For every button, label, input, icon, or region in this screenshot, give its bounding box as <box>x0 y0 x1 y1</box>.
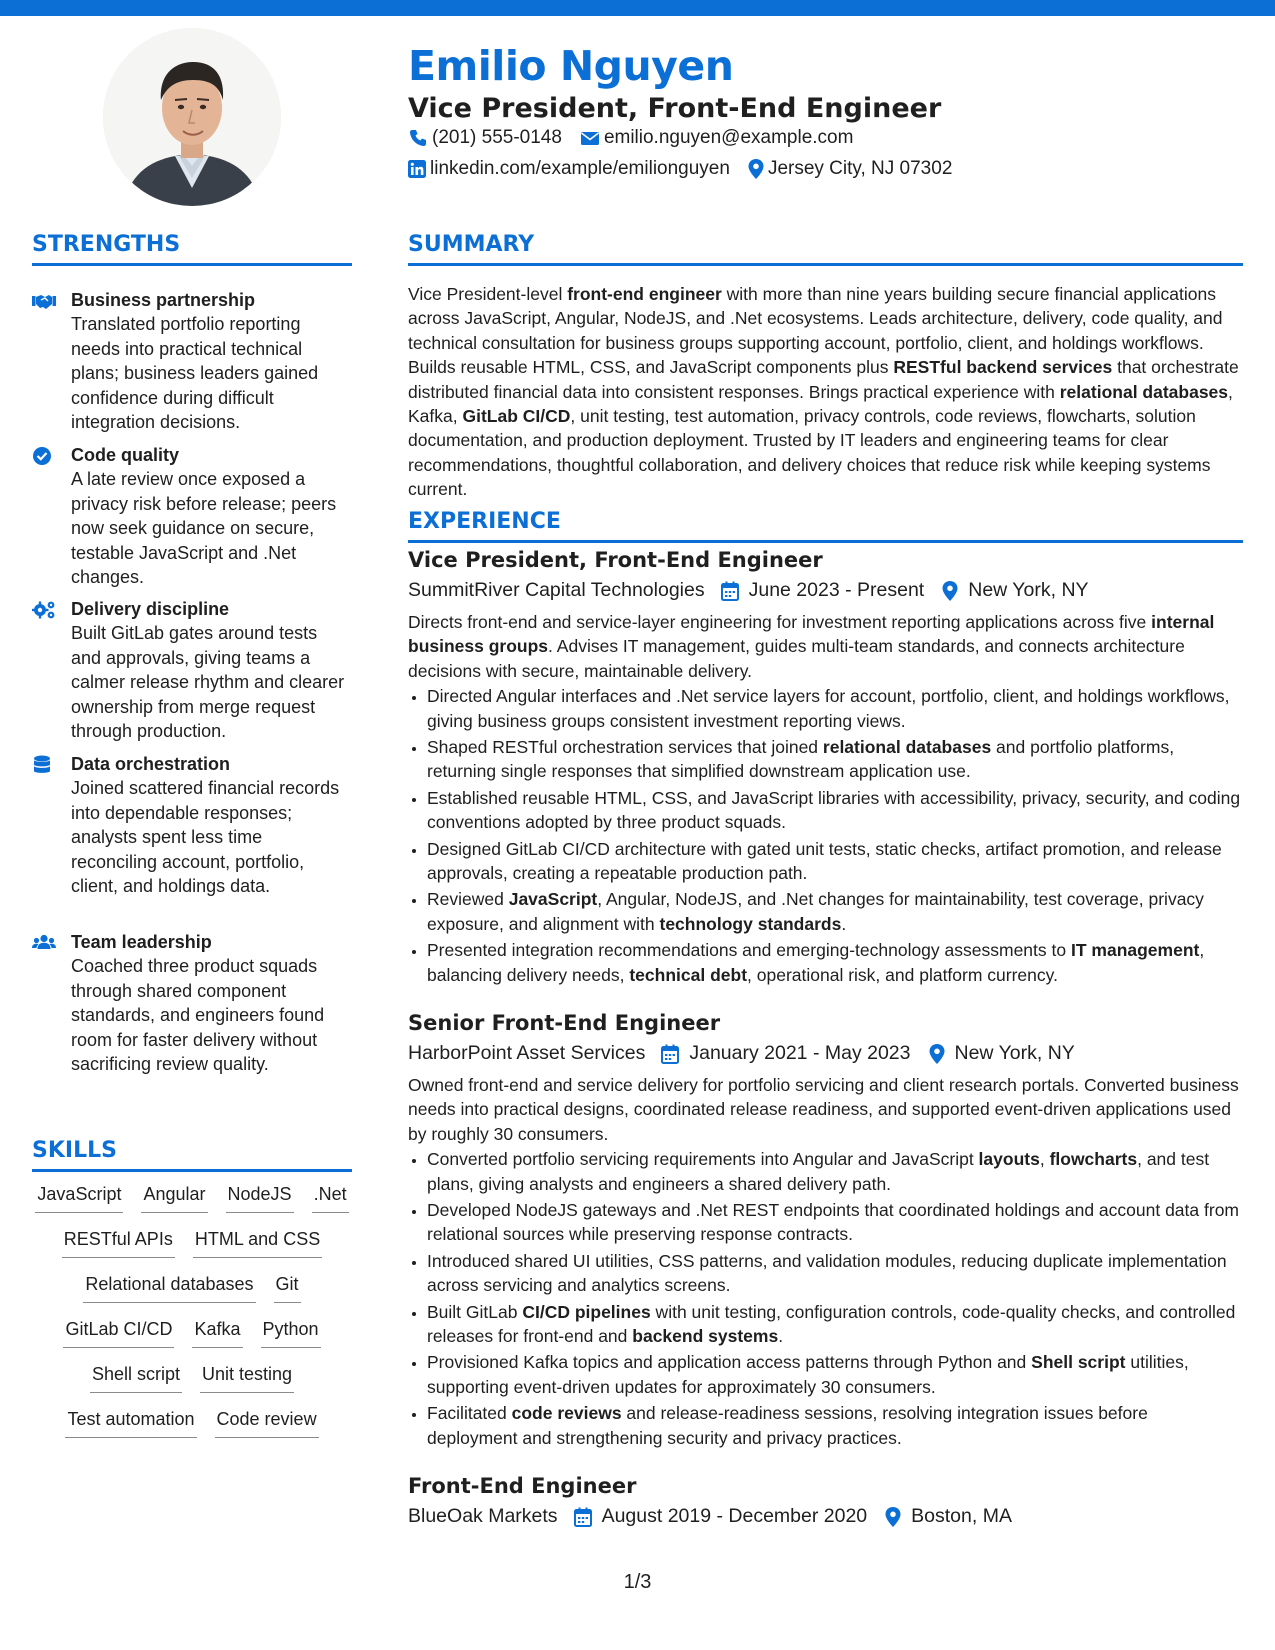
skills-heading: SKILLS <box>32 1138 352 1172</box>
emphasis-text: GitLab CI/CD <box>462 406 571 427</box>
text-run: Established reusable HTML, CSS, and JavaScript libraries with accessibility, privacy, security, and coding conventions adopted by three product squads. <box>427 787 1241 833</box>
users-icon <box>32 933 56 953</box>
email-item[interactable] <box>580 127 854 149</box>
skill-tag: JavaScript <box>35 1184 123 1213</box>
bullet-item <box>427 735 1243 784</box>
text-run: , Kafka, <box>408 381 1233 427</box>
skill-tag: Test automation <box>65 1409 196 1438</box>
bullet-item <box>427 1198 1243 1247</box>
job-title: Vice President, Front-End Engineer <box>408 548 823 572</box>
contact-row-1 <box>408 127 871 149</box>
map-pin-icon <box>929 1044 945 1064</box>
candidate-name: Emilio Nguyen <box>408 42 734 90</box>
text-run: Designed GitLab CI/CD architecture with gated unit tests, static checks, artifact promotion, and release approvals, creating a repeatable production path. <box>427 838 1222 884</box>
text-run: , Angular, NodeJS, and .Net changes for maintainability, test coverage, privacy exposure, and alignment with <box>427 889 1204 934</box>
text-run: . Advises IT management, guides multi-team standards, and connects architecture decisions with secure, maintainable delivery. <box>408 636 1185 681</box>
job-title: Front-End Engineer <box>408 1474 637 1498</box>
strength-description: Built GitLab gates around tests and approvals, giving teams a calmer release rhythm and clearer ownership from merge request through production. <box>71 623 345 741</box>
text-run: Converted portfolio servicing requirements into Angular and JavaScript <box>427 1149 979 1170</box>
summary-heading: SUMMARY <box>408 232 1243 266</box>
skill-tag: .Net <box>312 1184 349 1213</box>
bullet-item <box>427 1147 1243 1196</box>
top-accent-bar <box>0 0 1275 16</box>
skill-tag: Kafka <box>192 1319 242 1348</box>
job-bullets <box>408 1147 1243 1450</box>
job-description <box>408 1073 1243 1146</box>
emphasis-text: Shell script <box>1031 1352 1126 1373</box>
strength-description: Joined scattered financial records into dependable responses; analysts spent less time reconciling account, portfolio, client, and holdings data. <box>71 778 340 896</box>
emphasis-text: internal business groups <box>408 612 1215 657</box>
map-pin-icon <box>885 1507 901 1527</box>
text-run: with unit testing, configuration controls, code-quality checks, and controlled releases for front-end and <box>427 1301 1236 1347</box>
strength-title: Delivery discipline <box>71 599 230 619</box>
skill-tag: GitLab CI/CD <box>63 1319 174 1348</box>
text-run: Reviewed <box>427 889 509 910</box>
bullet-item <box>427 887 1243 936</box>
job-entry <box>408 548 1243 989</box>
skills-list <box>32 1184 352 1454</box>
skill-tag: Git <box>274 1274 301 1303</box>
emphasis-text: technology standards <box>659 913 842 934</box>
job-title: Senior Front-End Engineer <box>408 1011 721 1035</box>
page-number: 1/3 <box>623 1571 652 1593</box>
job-dates: August 2019 - December 2020 <box>601 1505 868 1527</box>
text-run: Introduced shared UI utilities, CSS patterns, and validation modules, reducing duplicate implementation across servicing and analytics screens. <box>427 1250 1227 1296</box>
skill-row <box>32 1229 352 1274</box>
strengths-heading: STRENGTHS <box>32 232 352 266</box>
text-run: . <box>778 1326 784 1347</box>
contact-row-2 <box>408 158 970 180</box>
strength-title: Data orchestration <box>71 754 231 774</box>
skill-tag: Unit testing <box>200 1364 294 1393</box>
text-run: utilities, supporting event-driven updates for approximately 30 consumers. <box>427 1352 1189 1397</box>
skill-tag: RESTful APIs <box>62 1229 175 1258</box>
skill-tag: Shell script <box>90 1364 182 1393</box>
job-dates: June 2023 - Present <box>748 579 925 601</box>
job-bullets <box>408 684 1243 987</box>
text-run: with more than nine years building secure financial applications across JavaScript, Angular, NodeJS, and .Net ecosystems. Leads architecture, delivery, code quality, and technical consultation for business groups supporting account, portfolio, client, and holdings workflows. Builds reusable HTML, CSS, and JavaScript components plus <box>408 284 1223 378</box>
skill-tag: Relational databases <box>83 1274 255 1303</box>
linkedin-icon <box>408 160 426 178</box>
emphasis-text: technical debt <box>629 964 748 985</box>
strength-item <box>32 288 352 435</box>
text-run: , and test plans, giving analysts and engineers a shared delivery path. <box>427 1149 1210 1194</box>
company-name: SummitRiver Capital Technologies <box>408 579 705 601</box>
strength-item <box>32 597 352 744</box>
strength-title: Business partnership <box>71 290 256 310</box>
text-run: Provisioned Kafka topics and application access patterns through Python and <box>427 1352 1032 1373</box>
text-run: Directs front-end and service-layer engineering for investment reporting applications across five <box>408 612 1152 632</box>
text-run: Developed NodeJS gateways and .Net REST endpoints that coordinated holdings and account data from relational sources while preserving response contracts. <box>427 1200 1239 1245</box>
experience-heading: EXPERIENCE <box>408 509 1243 543</box>
text-run: , operational risk, and platform currency. <box>747 964 1058 985</box>
calendar-icon <box>574 1507 592 1527</box>
linkedin-text: linkedin.com/example/emilionguyen <box>430 158 730 179</box>
bullet-item <box>427 1249 1243 1298</box>
strength-item <box>32 443 352 590</box>
strength-title: Team leadership <box>71 932 212 952</box>
database-icon <box>32 755 56 775</box>
phone-icon <box>408 128 428 148</box>
emphasis-text: front-end engineer <box>567 284 722 304</box>
text-run: and portfolio platforms, returning single responses that simplified downstream application use. <box>427 737 1175 782</box>
company-name: BlueOak Markets <box>408 1505 558 1527</box>
job-location: New York, NY <box>954 1042 1075 1064</box>
gears-icon <box>32 600 56 620</box>
text-run: Vice President-level <box>408 284 568 304</box>
email-text: emilio.nguyen@example.com <box>603 127 854 148</box>
job-meta <box>408 579 1243 602</box>
bullet-item <box>427 684 1243 733</box>
skill-row <box>32 1319 352 1364</box>
phone-text: (201) 555-0148 <box>432 127 562 148</box>
location-text: Jersey City, NJ 07302 <box>767 158 953 179</box>
candidate-title: Vice President, Front-End Engineer <box>408 93 942 124</box>
phone-item[interactable] <box>408 127 562 149</box>
job-description <box>408 610 1243 683</box>
text-run: , balancing delivery needs, <box>427 940 1205 985</box>
calendar-icon <box>721 581 739 601</box>
map-pin-icon <box>942 581 958 601</box>
job-location: Boston, MA <box>911 1505 1012 1527</box>
skill-tag: Python <box>261 1319 321 1348</box>
skill-row <box>32 1184 352 1229</box>
strength-title: Code quality <box>71 445 180 465</box>
strength-item <box>32 930 352 1077</box>
emphasis-text: JavaScript <box>508 889 598 910</box>
emphasis-text: IT management <box>1070 940 1200 961</box>
map-pin-icon <box>748 159 764 179</box>
skill-row <box>32 1409 352 1454</box>
strength-description: Coached three product squads through shared component standards, and engineers found room for faster delivery without sacrificing review quality. <box>71 956 325 1074</box>
job-meta <box>408 1042 1243 1065</box>
emphasis-text: flowcharts <box>1049 1149 1138 1170</box>
text-run: Shaped RESTful orchestration services that joined <box>427 737 823 758</box>
text-run: Built GitLab <box>427 1301 523 1322</box>
skill-tag: Angular <box>141 1184 207 1213</box>
emphasis-text: code reviews <box>511 1403 622 1424</box>
text-run: Facilitated <box>427 1403 512 1424</box>
emphasis-text: relational databases <box>1059 381 1229 402</box>
skill-row <box>32 1364 352 1409</box>
job-location: New York, NY <box>968 579 1089 601</box>
strength-description: A late review once exposed a privacy risk before release; peers now seek guidance on secure, testable JavaScript and .Net changes. <box>71 469 337 587</box>
job-dates: January 2021 - May 2023 <box>689 1042 911 1064</box>
text-run: Presented integration recommendations and emerging-technology assessments to <box>427 940 1071 961</box>
emphasis-text: relational databases <box>822 737 992 758</box>
emphasis-text: CI/CD pipelines <box>522 1301 651 1322</box>
bullet-item <box>427 1401 1243 1450</box>
strength-description: Translated portfolio reporting needs into practical technical plans; business leaders gained confidence during difficult integration decisions. <box>71 314 319 432</box>
text-run: and release-readiness sessions, resolving integration issues before deployment and strengthening security and privacy practices. <box>427 1403 1148 1448</box>
profile-photo <box>103 28 281 206</box>
bullet-item <box>427 837 1243 886</box>
bullet-item <box>427 786 1243 835</box>
bullet-item <box>427 1300 1243 1349</box>
text-run: , unit testing, test automation, privacy controls, code reviews, flowcharts, solution documentation, and production deployment. Trusted by IT leaders and engineering teams for clear recommendations, thoughtful collaboration, and delivery choices that reduce risk while keeping systems current. <box>408 406 1211 500</box>
company-name: HarborPoint Asset Services <box>408 1042 646 1064</box>
skill-tag: NodeJS <box>226 1184 294 1213</box>
strength-item <box>32 752 352 899</box>
skill-row <box>32 1274 352 1319</box>
location-item <box>748 158 952 180</box>
emphasis-text: layouts <box>978 1149 1040 1170</box>
emphasis-text: RESTful backend services <box>893 357 1113 378</box>
bullet-item <box>427 1350 1243 1399</box>
text-run: that orchestrate distributed financial data into consistent responses. Brings practical experience with <box>408 357 1239 402</box>
text-run: Directed Angular interfaces and .Net service layers for account, portfolio, client, and holdings workflows, giving business groups consistent investment reporting views. <box>427 686 1230 731</box>
emphasis-text: backend systems <box>632 1326 779 1347</box>
linkedin-item[interactable] <box>408 158 730 180</box>
check-circle-icon <box>32 446 56 466</box>
summary-text <box>408 282 1243 502</box>
job-meta <box>408 1505 1243 1528</box>
text-run: Owned front-end and service delivery for portfolio servicing and client research portals. Converted business needs into practical designs, coordinated release readiness, and supported event-driven applications used by roughly 30 consumers. <box>408 1075 1239 1144</box>
handshake-icon <box>32 291 56 311</box>
job-entry <box>408 1011 1243 1452</box>
skill-tag: Code review <box>215 1409 319 1438</box>
calendar-icon <box>661 1044 679 1064</box>
text-run: , <box>1039 1149 1050 1170</box>
job-entry <box>408 1474 1243 1528</box>
skill-tag: HTML and CSS <box>193 1229 322 1258</box>
bullet-item <box>427 938 1243 987</box>
envelope-icon <box>580 130 600 146</box>
text-run: . <box>841 913 847 934</box>
